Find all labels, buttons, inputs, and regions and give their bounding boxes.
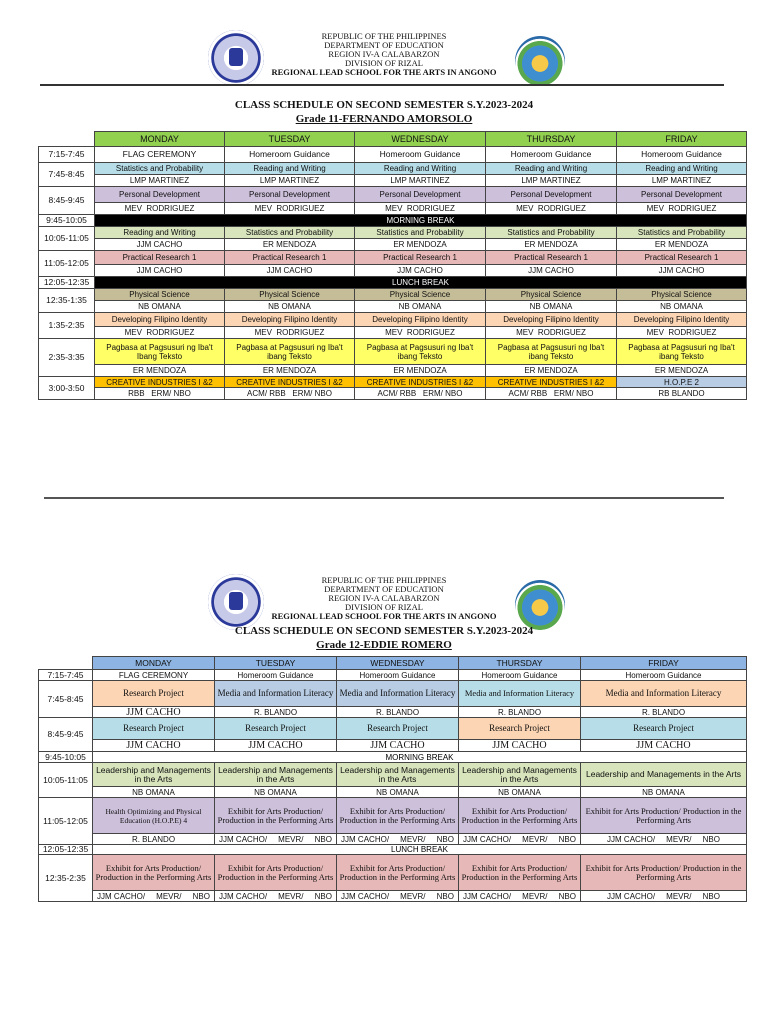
time-cell: 1:35-2:35 [39,313,95,339]
subject-cell: Media and Information Literacy [581,681,747,707]
subject-cell: Research Project [581,718,747,740]
time-cell: 12:35-1:35 [39,289,95,313]
subject-cell: Practical Research 1 [355,251,486,265]
subject-cell: Health Optimizing and Physical Education (H.O.P.E) 4 [93,798,215,834]
letterhead-region: REGION IV-A CALABARZON [328,49,440,59]
teacher-row [39,175,747,187]
teacher-cell: ER MENDOZA [617,365,747,377]
teacher-cell: JJM CACHO/ MEVR/ NBO [93,891,215,902]
teacher-cell: MEV RODRIGUEZ [225,327,355,339]
subject-cell: Statistics and Probability [225,227,355,239]
subject-cell: Leadership and Managements in the Arts [93,763,215,787]
teacher-cell: NB OMANA [459,787,581,798]
subject-cell: Homeroom Guidance [225,147,355,163]
subject-row [39,227,747,239]
day-header-monday: MONDAY [95,132,225,147]
teacher-cell: JJM CACHO [581,740,747,752]
teacher-row [39,265,747,277]
subject-cell: Leadership and Managements in the Arts [581,763,747,787]
time-cell: 12:35-2:35 [39,855,93,902]
teacher-row [39,203,747,215]
teacher-cell: JJM CACHO [215,740,337,752]
subject-cell: Homeroom Guidance [337,670,459,681]
time-cell: 10:05-11:05 [39,763,93,798]
teacher-cell: JJM CACHO [93,707,215,718]
break-label: MORNING BREAK [95,215,747,227]
teacher-cell: JJM CACHO/ MEVR/ NBO [215,891,337,902]
letterhead-republic: REPUBLIC OF THE PHILIPPINES [321,575,447,585]
teacher-cell: JJM CACHO/ MEVR/ NBO [337,891,459,902]
subject-cell: Homeroom Guidance [459,670,581,681]
teacher-cell: LMP MARTINEZ [486,175,617,187]
break-label: LUNCH BREAK [95,277,747,289]
day-header-thursday: THURSDAY [459,657,581,670]
subject-cell: Practical Research 1 [95,251,225,265]
subject-cell: Statistics and Probability [355,227,486,239]
time-cell: 8:45-9:45 [39,187,95,215]
schedule-title-1 [0,98,768,126]
subject-cell: FLAG CEREMONY [93,670,215,681]
subject-cell: Homeroom Guidance [215,670,337,681]
teacher-cell: JJM CACHO [93,740,215,752]
teacher-cell: NB OMANA [225,301,355,313]
subject-cell: Exhibit for Arts Production/ Production in the Performing Arts [215,855,337,891]
teacher-cell: NB OMANA [337,787,459,798]
header-rule-1 [40,84,724,86]
time-cell: 7:45-8:45 [39,681,93,718]
subject-cell: Developing Filipino Identity [617,313,747,327]
teacher-cell: JJM CACHO/ MEVR/ NBO [215,834,337,845]
teacher-row [39,707,747,718]
subject-cell: Physical Science [225,289,355,301]
teacher-cell: ACM/ RBB ERM/ NBO [225,388,355,400]
teacher-cell: MEV RODRIGUEZ [617,327,747,339]
day-header-tuesday: TUESDAY [215,657,337,670]
subject-cell: Pagbasa at Pagsusuri ng Iba't ibang Teksto [617,339,747,365]
teacher-row [39,301,747,313]
teacher-cell: ER MENDOZA [355,365,486,377]
subject-cell: Media and Information Literacy [215,681,337,707]
subject-cell: Personal Development [95,187,225,203]
subject-row [39,313,747,327]
letterhead-division: DIVISION OF RIZAL [345,58,423,68]
time-cell: 7:45-8:45 [39,163,95,187]
teacher-cell: JJM CACHO [459,740,581,752]
break-row [39,752,747,763]
day-header-monday: MONDAY [93,657,215,670]
teacher-row [39,834,747,845]
subject-cell: Personal Development [486,187,617,203]
time-cell: 7:15-7:45 [39,147,95,163]
teacher-row [39,388,747,400]
subject-cell: Leadership and Managements in the Arts [337,763,459,787]
teacher-cell: JJM CACHO/ MEVR/ NBO [337,834,459,845]
subject-cell: Exhibit for Arts Production/ Production in the Performing Arts [581,855,747,891]
subject-cell: Reading and Writing [617,163,747,175]
subject-cell: Developing Filipino Identity [355,313,486,327]
teacher-cell: NB OMANA [486,301,617,313]
time-cell: 3:00-3:50 [39,377,95,400]
teacher-cell: R. BLANDO [215,707,337,718]
teacher-cell: ER MENDOZA [355,239,486,251]
subject-cell: Leadership and Managements in the Arts [459,763,581,787]
subject-cell: Research Project [93,681,215,707]
subject-cell: Personal Development [617,187,747,203]
subject-cell: Homeroom Guidance [617,147,747,163]
subject-row [39,163,747,175]
teacher-cell: MEV RODRIGUEZ [95,203,225,215]
teacher-cell: JJM CACHO/ MEVR/ NBO [581,891,747,902]
letterhead-lines [0,32,768,77]
subject-cell: Developing Filipino Identity [486,313,617,327]
letterhead-region: REGION IV-A CALABARZON [328,593,440,603]
teacher-cell: NB OMANA [93,787,215,798]
subject-cell: Physical Science [355,289,486,301]
teacher-cell: R. BLANDO [459,707,581,718]
subject-row [39,855,747,891]
letterhead-2 [0,572,768,632]
teacher-row [39,891,747,902]
subject-cell: Physical Science [486,289,617,301]
teacher-row [39,239,747,251]
subject-row [39,339,747,365]
letterhead-school: REGIONAL LEAD SCHOOL FOR THE ARTS IN ANGONO [271,611,497,621]
time-cell: 8:45-9:45 [39,718,93,752]
subject-cell: FLAG CEREMONY [95,147,225,163]
day-header-thursday: THURSDAY [486,132,617,147]
teacher-cell: MEV RODRIGUEZ [486,327,617,339]
teacher-cell: LMP MARTINEZ [355,175,486,187]
time-cell: 9:45-10:05 [39,752,93,763]
subject-cell: Exhibit for Arts Production/ Production in the Performing Arts [337,855,459,891]
schedule-row [39,147,747,163]
teacher-cell: LMP MARTINEZ [225,175,355,187]
teacher-cell: NB OMANA [215,787,337,798]
break-label: MORNING BREAK [93,752,747,763]
teacher-cell: R. BLANDO [581,707,747,718]
schedule1-title: CLASS SCHEDULE ON SECOND SEMESTER S.Y.2023-2024 [234,99,534,111]
subject-cell: CREATIVE INDUSTRIES I &2 [95,377,225,388]
teacher-cell: ER MENDOZA [486,239,617,251]
time-cell: 12:05-12:35 [39,277,95,289]
subject-cell: Homeroom Guidance [486,147,617,163]
teacher-cell: JJM CACHO/ MEVR/ NBO [581,834,747,845]
schedule-title-2 [0,624,768,652]
teacher-cell: JJM CACHO [486,265,617,277]
letterhead-republic: REPUBLIC OF THE PHILIPPINES [321,31,447,41]
time-cell: 2:35-3:35 [39,339,95,377]
break-row [39,845,747,855]
subject-cell: Exhibit for Arts Production/ Production in the Performing Arts [459,855,581,891]
teacher-cell: NB OMANA [581,787,747,798]
day-header-tuesday: TUESDAY [225,132,355,147]
teacher-cell: MEV RODRIGUEZ [95,327,225,339]
subject-cell: Research Project [215,718,337,740]
subject-cell: Reading and Writing [355,163,486,175]
teacher-cell: NB OMANA [95,301,225,313]
subject-cell: Statistics and Probability [486,227,617,239]
subject-row [39,289,747,301]
page-divider [44,497,724,499]
teacher-cell: ER MENDOZA [486,365,617,377]
subject-cell: Homeroom Guidance [355,147,486,163]
teacher-cell: ER MENDOZA [617,239,747,251]
subject-cell: Exhibit for Arts Production/ Production in the Performing Arts [459,798,581,834]
subject-cell: Pagbasa at Pagsusuri ng Iba't Ibang Teksto [95,339,225,365]
subject-row [39,798,747,834]
time-cell: 7:15-7:45 [39,670,93,681]
time-cell: 12:05-12:35 [39,845,93,855]
letterhead-division: DIVISION OF RIZAL [345,602,423,612]
break-row [39,277,747,289]
subject-cell: CREATIVE INDUSTRIES I &2 [355,377,486,388]
time-cell: 9:45-10:05 [39,215,95,227]
corner-cell [39,132,95,147]
schedule-row [39,670,747,681]
subject-cell: Practical Research 1 [225,251,355,265]
subject-cell: Reading and Writing [225,163,355,175]
subject-cell: Leadership and Managements in the Arts [215,763,337,787]
subject-row [39,763,747,787]
subject-cell: Research Project [93,718,215,740]
break-label: LUNCH BREAK [93,845,747,855]
teacher-cell: MEV RODRIGUEZ [225,203,355,215]
subject-cell: Media and Information Literacy [337,681,459,707]
subject-cell: Homeroom Guidance [581,670,747,681]
teacher-row [39,365,747,377]
teacher-cell: ACM/ RBB ERM/ NBO [486,388,617,400]
teacher-row [39,327,747,339]
teacher-cell: JJM CACHO [95,265,225,277]
subject-cell: Physical Science [95,289,225,301]
subject-cell: Exhibit for Arts Production/ Production in the Performing Arts [93,855,215,891]
subject-cell: CREATIVE INDUSTRIES I &2 [486,377,617,388]
subject-cell: Pagbasa at Pagsusuri ng Iba't ibang Teksto [486,339,617,365]
schedule1-section: Grade 11-FERNANDO AMORSOLO [295,113,473,125]
teacher-cell: RBB ERM/ NBO [95,388,225,400]
subject-cell: Personal Development [355,187,486,203]
header-row [39,132,747,147]
teacher-cell: JJM CACHO [225,265,355,277]
teacher-cell: R. BLANDO [337,707,459,718]
day-header-friday: FRIDAY [617,132,747,147]
subject-cell: Statistics and Probability [617,227,747,239]
subject-row [39,718,747,740]
schedule-table-grade11 [38,131,747,400]
letterhead-department: DEPARTMENT OF EDUCATION [324,40,444,50]
teacher-cell: ACM/ RBB ERM/ NBO [355,388,486,400]
corner-cell [39,657,93,670]
teacher-cell: MEV RODRIGUEZ [355,327,486,339]
letterhead-department: DEPARTMENT OF EDUCATION [324,584,444,594]
subject-cell: Developing Filipino Identity [225,313,355,327]
time-cell: 11:05-12:05 [39,251,95,277]
day-header-wednesday: WEDNESDAY [337,657,459,670]
schedule2-section: Grade 12-EDDIE ROMERO [316,639,452,651]
subject-row [39,251,747,265]
teacher-cell: ER MENDOZA [225,239,355,251]
teacher-cell: LMP MARTINEZ [95,175,225,187]
subject-cell: H.O.P.E 2 [617,377,747,388]
break-row [39,215,747,227]
subject-cell: Exhibit for Arts Production/ Production in the Performing Arts [215,798,337,834]
subject-row [39,377,747,388]
subject-row [39,681,747,707]
schedule2-title: CLASS SCHEDULE ON SECOND SEMESTER S.Y.2023-2024 [234,625,534,637]
letterhead-school: REGIONAL LEAD SCHOOL FOR THE ARTS IN ANGONO [271,67,497,77]
subject-cell: Exhibit for Arts Production/ Production in the Performing Arts [581,798,747,834]
subject-cell: Statistics and Probability [95,163,225,175]
time-cell: 10:05-11:05 [39,227,95,251]
teacher-cell: NB OMANA [617,301,747,313]
subject-cell: Practical Research 1 [486,251,617,265]
letterhead-1 [0,28,768,88]
subject-cell: Pagbasa at Pagsusuri ng Iba't ibang Teksto [225,339,355,365]
subject-cell: Reading and Writing [486,163,617,175]
teacher-cell: ER MENDOZA [225,365,355,377]
teacher-cell: MEV RODRIGUEZ [617,203,747,215]
subject-cell: Media and Information Literacy [459,681,581,707]
subject-cell: Research Project [337,718,459,740]
subject-cell: Research Project [459,718,581,740]
subject-cell: Pagbasa at Pagsusuri ng Iba't ibang Teksto [355,339,486,365]
subject-cell: CREATIVE INDUSTRIES I &2 [225,377,355,388]
teacher-cell: JJM CACHO/ MEVR/ NBO [459,891,581,902]
teacher-row [39,740,747,752]
subject-cell: Exhibit for Arts Production/ Production in the Performing Arts [337,798,459,834]
letterhead-lines [0,576,768,621]
day-header-friday: FRIDAY [581,657,747,670]
teacher-cell: JJM CACHO [95,239,225,251]
teacher-cell: ER MENDOZA [95,365,225,377]
day-header-wednesday: WEDNESDAY [355,132,486,147]
teacher-cell: NB OMANA [355,301,486,313]
teacher-cell: LMP MARTINEZ [617,175,747,187]
subject-row [39,187,747,203]
schedule-table-grade12 [38,656,747,902]
subject-cell: Reading and Writing [95,227,225,239]
subject-cell: Physical Science [617,289,747,301]
time-cell: 11:05-12:05 [39,798,93,845]
header-row [39,657,747,670]
teacher-cell: JJM CACHO/ MEVR/ NBO [459,834,581,845]
teacher-cell: JJM CACHO [617,265,747,277]
subject-cell: Practical Research 1 [617,251,747,265]
teacher-cell: R. BLANDO [93,834,215,845]
teacher-cell: JJM CACHO [337,740,459,752]
teacher-cell: RB BLANDO [617,388,747,400]
teacher-cell: MEV RODRIGUEZ [355,203,486,215]
teacher-row [39,787,747,798]
teacher-cell: MEV RODRIGUEZ [486,203,617,215]
teacher-cell: JJM CACHO [355,265,486,277]
subject-cell: Developing Filipino Identity [95,313,225,327]
subject-cell: Personal Development [225,187,355,203]
